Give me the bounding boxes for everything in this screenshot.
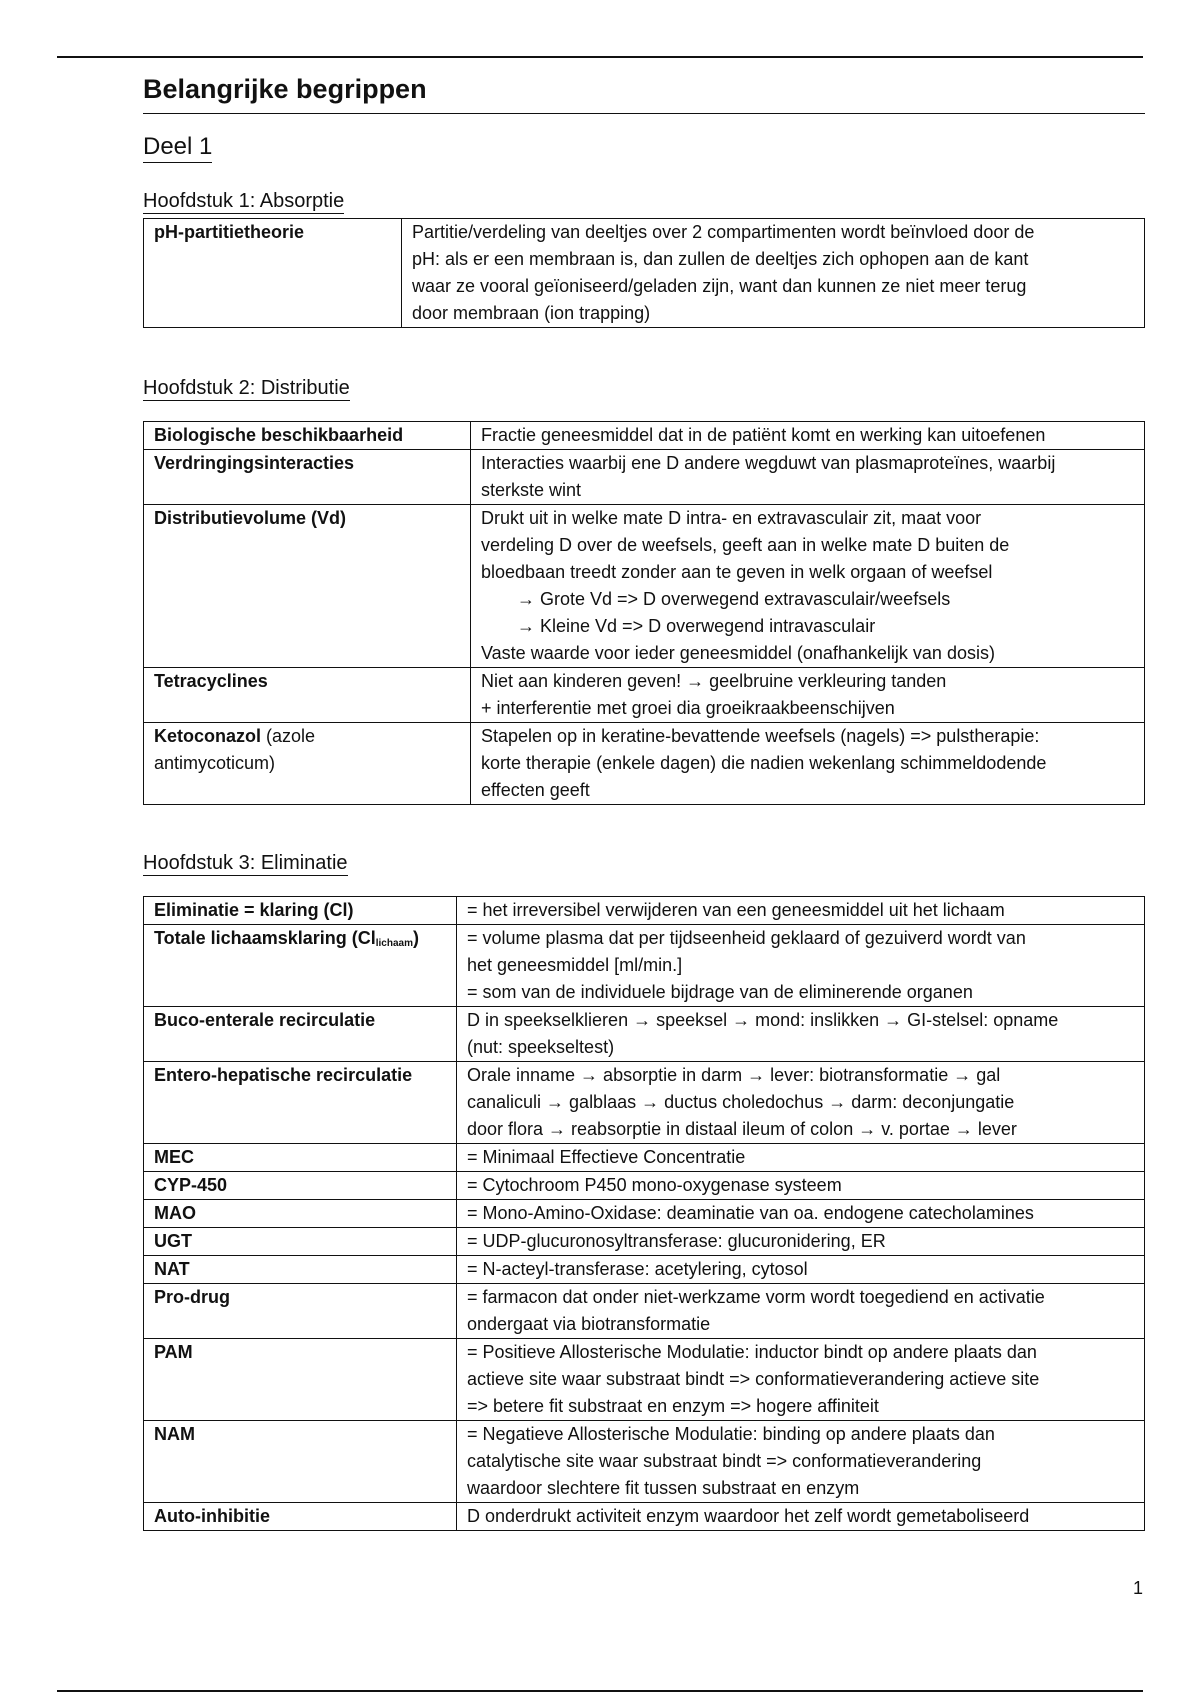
definition-cell: [457, 1200, 1145, 1228]
term-cell: MAO: [144, 1200, 457, 1228]
table-row: [144, 1256, 1145, 1284]
definitions-table: [143, 896, 1145, 1531]
definition-line: = het irreversibel verwijderen van een geneesmiddel uit het lichaam: [467, 900, 1005, 920]
chapter-distributie: [143, 376, 1145, 805]
arrow-bullet: → Grote Vd => D overwegend extravasculair/weefsels: [517, 589, 951, 609]
definitions-table: [143, 421, 1145, 805]
definition-cell: [457, 1062, 1145, 1144]
definition-line: Vaste waarde voor ieder geneesmiddel (onafhankelijk van dosis): [481, 643, 995, 663]
table-row: [144, 1284, 1145, 1339]
term-subscript: lichaam: [375, 938, 413, 949]
definition-line: = som van de individuele bijdrage van de eliminerende organen: [467, 982, 973, 1002]
definition-line: D onderdrukt activiteit enzym waardoor het zelf wordt gemetaboliseerd: [467, 1506, 1030, 1526]
definition-cell: [457, 1284, 1145, 1339]
definition-cell: [457, 1228, 1145, 1256]
definition-line: door flora → reabsorptie in distaal ileum of colon → v. portae → lever: [467, 1119, 1017, 1139]
definition-line: = volume plasma dat per tijdseenheid geklaard of gezuiverd wordt van: [467, 928, 1026, 948]
definition-line: waar ze vooral geïoniseerd/geladen zijn, want dan kunnen ze niet meer terug: [412, 276, 1027, 296]
table-row: [144, 1200, 1145, 1228]
definition-line: verdeling D over de weefsels, geeft aan in welke mate D buiten de: [481, 535, 1010, 555]
chapter-absorptie: [143, 189, 1145, 328]
table-row: [144, 450, 1145, 505]
table-row: [144, 1421, 1145, 1503]
definition-cell: [457, 1007, 1145, 1062]
definition-cell: [457, 897, 1145, 925]
table-row: [144, 925, 1145, 1007]
definition-cell: [457, 1256, 1145, 1284]
definitions-table: [143, 218, 1145, 328]
chapter-heading: Hoofdstuk 2: Distributie: [143, 377, 350, 399]
definition-line: = Positieve Allosterische Modulatie: inductor bindt op andere plaats dan: [467, 1342, 1037, 1362]
definition-cell: [471, 723, 1145, 805]
definition-cell: [457, 1503, 1145, 1531]
term-cell: Entero-hepatische recirculatie: [144, 1062, 457, 1144]
top-rule: [57, 56, 1143, 58]
definition-line: waardoor slechtere fit tussen substraat en enzym: [467, 1478, 860, 1498]
term-cell: Biologische beschikbaarheid: [144, 422, 471, 450]
table-row: [144, 668, 1145, 723]
term-cell: Eliminatie = klaring (Cl): [144, 897, 457, 925]
definition-line: korte therapie (enkele dagen) die nadien wekenlang schimmeldodende: [481, 753, 1047, 773]
term-cell: NAM: [144, 1421, 457, 1503]
definition-line: Stapelen op in keratine-bevattende weefsels (nagels) => pulstherapie:: [481, 726, 1040, 746]
part-heading: Deel 1: [143, 132, 212, 163]
definition-line: Partitie/verdeling van deeltjes over 2 compartimenten wordt beïnvloed door de: [412, 222, 1035, 242]
term-cell: Pro-drug: [144, 1284, 457, 1339]
definition-line: Niet aan kinderen geven! → geelbruine verkleuring tanden: [481, 671, 947, 691]
chapter-heading: Hoofdstuk 3: Eliminatie: [143, 852, 348, 874]
definition-line: effecten geeft: [481, 780, 590, 800]
term-cell: MEC: [144, 1144, 457, 1172]
term-note: (azole: [261, 726, 316, 746]
term-cell: [144, 925, 457, 1007]
definition-line: door membraan (ion trapping): [412, 303, 651, 323]
chapter-heading: Hoofdstuk 1: Absorptie: [143, 190, 345, 212]
term-note: antimycoticum): [154, 753, 276, 773]
definition-line: het geneesmiddel [ml/min.]: [467, 955, 683, 975]
table-row: [144, 1062, 1145, 1144]
definition-cell: [457, 1339, 1145, 1421]
document-body: [143, 60, 1145, 1531]
definition-line: => betere fit substraat en enzym => hogere affiniteit: [467, 1396, 879, 1416]
page-title: Belangrijke begrippen: [143, 60, 1145, 114]
definition-line: Fractie geneesmiddel dat in de patiënt komt en werking kan uitoefenen: [481, 425, 1046, 445]
definition-cell: [457, 1172, 1145, 1200]
definition-line: Interacties waarbij ene D andere wegduwt van plasmaproteïnes, waarbij: [481, 453, 1056, 473]
term-cell: Buco-enterale recirculatie: [144, 1007, 457, 1062]
term-cell: pH-partitietheorie: [144, 219, 402, 328]
page-number: 1: [1132, 1578, 1143, 1598]
definition-line: sterkste wint: [481, 480, 582, 500]
term-cell: Auto-inhibitie: [144, 1503, 457, 1531]
definition-line: = Negatieve Allosterische Modulatie: binding op andere plaats dan: [467, 1424, 995, 1444]
table-row: [144, 1503, 1145, 1531]
definition-line: = UDP-glucuronosyltransferase: glucuronidering, ER: [467, 1231, 886, 1251]
term-cell: CYP-450: [144, 1172, 457, 1200]
definition-cell: [471, 450, 1145, 505]
definition-line: actieve site waar substraat bindt => conformatieverandering actieve site: [467, 1369, 1040, 1389]
definition-cell: [471, 422, 1145, 450]
table-row: [144, 422, 1145, 450]
table-row: [144, 897, 1145, 925]
definition-line: Orale inname → absorptie in darm → lever: biotransformatie → gal: [467, 1065, 1001, 1085]
arrow-bullet: → Kleine Vd => D overwegend intravasculair: [517, 616, 876, 636]
term-cell: PAM: [144, 1339, 457, 1421]
definition-line: (nut: speekseltest): [467, 1037, 615, 1057]
definition-line: bloedbaan treedt zonder aan te geven in welk orgaan of weefsel: [481, 562, 993, 582]
term-cell: [144, 723, 471, 805]
term-cell: Tetracyclines: [144, 668, 471, 723]
definition-line: = Minimaal Effectieve Concentratie: [467, 1147, 746, 1167]
term-cell: NAT: [144, 1256, 457, 1284]
definition-line: catalytische site waar substraat bindt => conformatieverandering: [467, 1451, 982, 1471]
table-row: [144, 1339, 1145, 1421]
definition-line: Drukt uit in welke mate D intra- en extravasculair zit, maat voor: [481, 508, 982, 528]
table-row: [144, 505, 1145, 668]
bottom-rule: [57, 1690, 1143, 1692]
term-cell: Distributievolume (Vd): [144, 505, 471, 668]
definition-cell: [402, 219, 1145, 328]
chapter-eliminatie: [143, 851, 1145, 1531]
table-row: [144, 1007, 1145, 1062]
term-name-end: ): [412, 928, 419, 948]
definition-line: ondergaat via biotransformatie: [467, 1314, 711, 1334]
term-name: Ketoconazol: [154, 726, 262, 746]
table-row: [144, 219, 1145, 328]
definition-line: canaliculi → galblaas → ductus choledochus → darm: deconjungatie: [467, 1092, 1015, 1112]
definition-cell: [471, 505, 1145, 668]
definition-line: = Mono-Amino-Oxidase: deaminatie van oa. endogene catecholamines: [467, 1203, 1034, 1223]
definition-line: = N-acteyl-transferase: acetylering, cytosol: [467, 1259, 808, 1279]
definition-cell: [457, 1421, 1145, 1503]
term-cell: Verdringingsinteracties: [144, 450, 471, 505]
table-row: [144, 1172, 1145, 1200]
table-row: [144, 723, 1145, 805]
definition-cell: [457, 1144, 1145, 1172]
definition-cell: [471, 668, 1145, 723]
definition-cell: [457, 925, 1145, 1007]
definition-line: + interferentie met groei dia groeikraakbeenschijven: [481, 698, 895, 718]
definition-line: = Cytochroom P450 mono-oxygenase systeem: [467, 1175, 842, 1195]
table-row: [144, 1144, 1145, 1172]
definition-line: pH: als er een membraan is, dan zullen de deeltjes zich ophopen aan de kant: [412, 249, 1029, 269]
term-name: Totale lichaamsklaring (Cl: [154, 928, 376, 948]
definition-line: D in speekselklieren → speeksel → mond: inslikken → GI-stelsel: opname: [467, 1010, 1059, 1030]
table-row: [144, 1228, 1145, 1256]
term-cell: UGT: [144, 1228, 457, 1256]
definition-line: = farmacon dat onder niet-werkzame vorm wordt toegediend en activatie: [467, 1287, 1045, 1307]
